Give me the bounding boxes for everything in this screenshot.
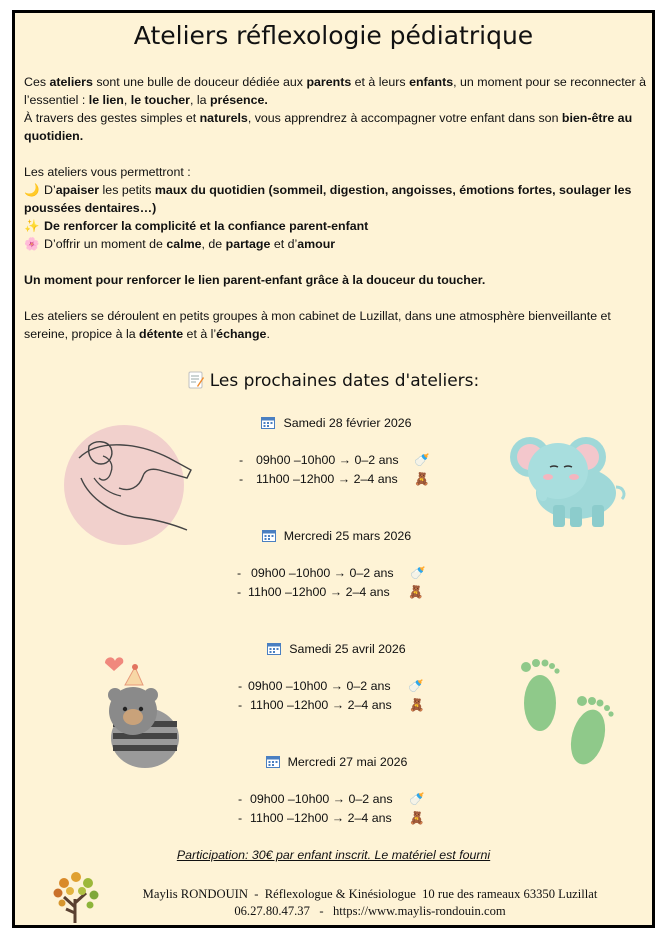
text: sont une bulle de douceur dédiée aux [92, 75, 307, 89]
text-bold: Un moment pour renforcer le lien parent-enfant grâce à la douceur du toucher. [24, 273, 486, 287]
calendar-icon [261, 416, 275, 429]
teddy-bear-icon: 🧸 [409, 811, 425, 825]
page-title: Ateliers réflexologie pédiatrique [133, 21, 534, 50]
contact-line-2: 06.27.80.47.37 - https://www.maylis-rondouin.com [234, 904, 506, 918]
teddy-bear-icon: 🧸 [409, 698, 425, 712]
text-bold: apaiser [55, 183, 100, 197]
text-bold: le toucher [130, 93, 190, 107]
text: , de [201, 237, 226, 251]
time-slot-text: 09h00 –10h00 → 0–2 ans [250, 792, 393, 806]
dash: - [238, 792, 243, 806]
dash: - [237, 585, 242, 599]
flyer [12, 10, 655, 928]
calendar-icon [267, 642, 281, 655]
text: , [123, 93, 131, 107]
text-bold: amour [297, 237, 336, 251]
tree-logo [50, 869, 102, 924]
intro-section [24, 73, 649, 343]
text-bold: présence. [209, 93, 268, 107]
time-slot-text: 11h00 –12h00 → 2–4 ans [256, 472, 398, 486]
time-slot-text: 11h00 –12h00 → 2–4 ans [250, 698, 392, 712]
text-bold: calme [166, 237, 202, 251]
session-date-text: Mercredi 25 mars 2026 [283, 529, 412, 543]
calendar-icon [262, 529, 276, 542]
benefit-item [24, 235, 649, 253]
location-text [24, 307, 649, 343]
text: et d’ [270, 237, 298, 251]
session-date-text: Samedi 28 février 2026 [283, 416, 412, 430]
text-bold: De renforcer la complicité et la confiance parent-enfant [44, 219, 369, 233]
text-bold: détente [139, 327, 184, 341]
text: , la [189, 93, 210, 107]
dash: - [238, 679, 243, 693]
benefit-item [24, 217, 649, 235]
text: D’offrir un moment de [44, 237, 167, 251]
text-bold: bien-être au quotidien. [24, 111, 633, 143]
text: les petits [99, 183, 155, 197]
hands-illustration [59, 418, 194, 548]
dash: - [239, 472, 244, 486]
baby-bottle-icon: 🍼 [408, 679, 424, 693]
contact-line-1: Maylis RONDOUIN - Réflexologue & Kinésiologue 10 rue des rameaux 63350 Luzillat [142, 887, 598, 901]
highlight-text [24, 271, 649, 289]
text: , vous apprendrez à accompagner votre enfant dans son [247, 111, 562, 125]
dash: - [237, 566, 242, 580]
sparkles-icon: ✨ [24, 219, 40, 233]
elephant-illustration [508, 425, 628, 535]
time-slot-text: 09h00 –10h00 → 0–2 ans [251, 566, 394, 580]
time-slot-text: 09h00 –10h00 → 0–2 ans [248, 679, 391, 693]
footprints-illustration [518, 653, 618, 771]
dates-heading-text: Les prochaines dates d'ateliers: [209, 371, 480, 391]
session-date-text: Mercredi 27 mai 2026 [287, 755, 408, 769]
text: , un moment pour se reconnecter à l’essentiel : [24, 75, 647, 107]
time-slot-text: 09h00 –10h00 → 0–2 ans [256, 453, 399, 467]
time-slot [15, 809, 658, 828]
text: . [266, 327, 270, 341]
baby-bottle-icon: 🍼 [410, 566, 426, 580]
time-slot [15, 564, 658, 583]
time-slot-text: 11h00 –12h00 → 2–4 ans [248, 585, 390, 599]
text-bold: ateliers [49, 75, 93, 89]
dates-heading [15, 371, 652, 391]
memo-icon [188, 371, 204, 389]
participation-note: Participation: 30€ par enfant inscrit. Le matériel est fourni [176, 848, 491, 862]
text: Les ateliers se déroulent en petits groupes à mon cabinet de Luzillat, dans une atmosphère bienveillante et sereine, propice à la [24, 309, 611, 341]
dash: - [238, 811, 243, 825]
teddy-bear-icon: 🧸 [414, 472, 430, 486]
dash: - [238, 698, 243, 712]
time-slot [15, 583, 658, 602]
text-bold: échange [216, 327, 267, 341]
text: D’ [44, 183, 56, 197]
session-date-text: Samedi 25 avril 2026 [289, 642, 406, 656]
text-bold: le lien [88, 93, 124, 107]
teddy-bear-icon: 🧸 [408, 585, 424, 599]
crescent-moon-icon: 🌙 [24, 183, 40, 197]
benefits-lead: Les ateliers vous permettront : [24, 165, 191, 179]
time-slot [15, 790, 658, 809]
text-bold: enfants [409, 75, 454, 89]
text-bold: naturels [199, 111, 248, 125]
baby-bottle-icon: 🍼 [409, 792, 425, 806]
contact-footer [115, 886, 625, 920]
text: et à leurs [351, 75, 410, 89]
benefit-item [24, 181, 649, 217]
intro-paragraph-1 [24, 73, 649, 109]
time-slot-text: 11h00 –12h00 → 2–4 ans [250, 811, 392, 825]
text-bold: partage [225, 237, 271, 251]
text: Ces [24, 75, 50, 89]
baby-bottle-icon: 🍼 [414, 453, 430, 467]
intro-paragraph-2 [24, 109, 649, 145]
text-bold: parents [306, 75, 352, 89]
text: et à l’ [183, 327, 217, 341]
calendar-icon [266, 755, 280, 768]
flower-icon: 🌸 [24, 237, 40, 251]
bear-illustration [93, 653, 188, 773]
dash: - [239, 453, 244, 467]
text-bold: maux du quotidien (sommeil, digestion, angoisses, émotions fortes, soulager les poussées dentaires…) [24, 183, 632, 215]
text: À travers des gestes simples et [24, 111, 200, 125]
